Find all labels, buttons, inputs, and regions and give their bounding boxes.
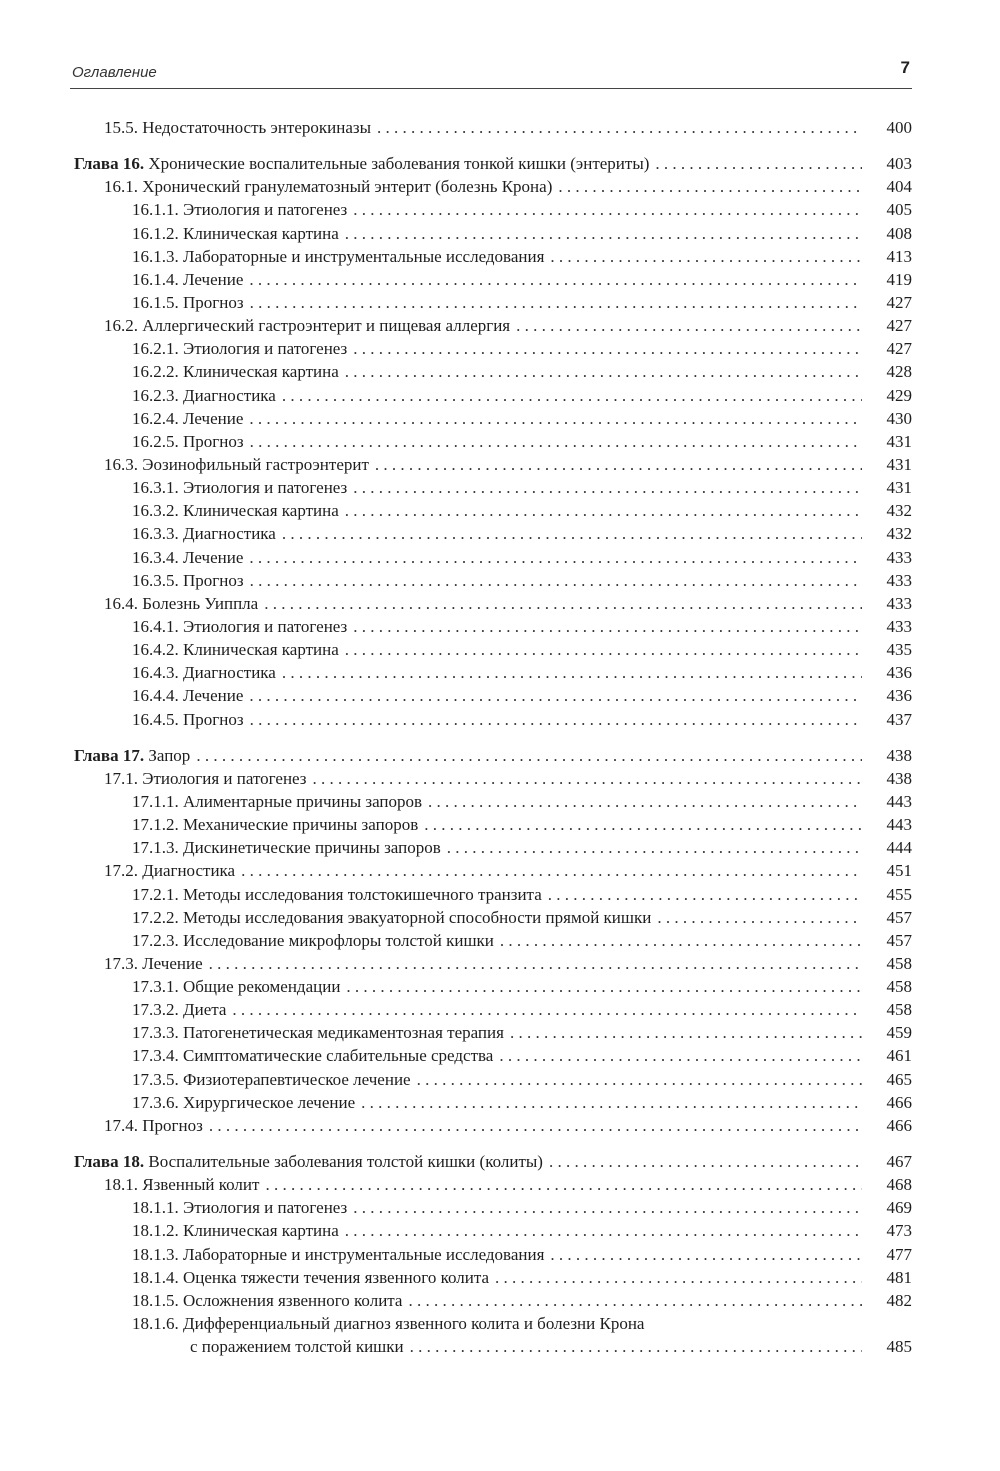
toc-entry-title: 16.2.4. Лечение [132,408,244,428]
dot-leader [516,314,862,337]
toc-entry-row [74,360,912,383]
toc-page-number: 400 [886,118,912,137]
toc-entry-row [74,1044,912,1067]
toc-page-number: 437 [886,709,912,729]
toc-page-number: 438 [886,768,912,788]
toc-entry-row [74,836,912,859]
toc-entry-title: 17.3.4. Симптоматические слабительные средства [132,1046,494,1066]
dot-leader [361,1091,862,1114]
toc-entry-title: 16.2.5. Прогноз [132,431,244,451]
toc-entry-title: Глава 18. Воспалительные заболевания толстой кишки (колиты) [74,1152,543,1172]
toc-entry-title: 17.3.6. Хирургическое лечение [132,1092,356,1112]
dot-leader [282,661,862,684]
dot-leader [549,1150,862,1173]
toc-entry-row [74,883,912,906]
toc-entry-row [74,1219,912,1242]
toc-entry-row [74,314,912,337]
toc-page-number: 413 [886,246,912,266]
dot-leader [353,337,862,360]
toc-entry-title: 17.2.2. Методы исследования эвакуаторной способности прямой кишки [132,907,652,927]
toc-page-number: 481 [886,1267,912,1287]
toc-entry-row [74,499,912,522]
header-page-number: 7 [900,58,910,77]
toc-page-number: 443 [886,791,912,811]
toc-entry-row [74,906,912,929]
dot-leader [196,744,862,767]
toc-entry-title: 16.3.5. Прогноз [132,570,244,590]
dot-leader [558,175,862,198]
toc-entry-title: 16.2.2. Клиническая картина [132,362,339,382]
toc-entry-title: 17.3.1. Общие рекомендации [132,977,341,997]
toc-entry-title: Глава 17. Запор [74,745,191,765]
toc-entry-row [74,592,912,615]
toc-entry-title-continued [132,1335,912,1358]
toc-page-number: 444 [886,838,912,858]
toc-page-number: 467 [886,1152,912,1172]
toc-page-number: 482 [886,1290,912,1310]
dot-leader [353,1196,862,1219]
toc-entry-title: 16.1.4. Лечение [132,269,244,289]
dot-leader [550,245,862,268]
toc-page-number: 436 [886,663,912,683]
toc-entry-title: 16.2.1. Этиология и патогенез [132,339,348,359]
toc-entry-row [74,337,912,360]
dot-leader [499,1044,862,1067]
toc-entry-row [74,268,912,291]
dot-leader [250,430,862,453]
toc-page-number: 451 [886,861,912,881]
toc-entry-row [74,430,912,453]
toc-page-number: 458 [886,953,912,973]
toc-page-number: 466 [886,1115,912,1135]
toc-entry-row [74,1068,912,1091]
toc-entry-title: 16.2.3. Диагностика [132,385,276,405]
toc-page-number: 404 [886,177,912,197]
toc-page-number: 433 [886,593,912,613]
toc-entry-row [74,116,912,139]
dot-leader [249,407,862,430]
dot-leader [510,1021,862,1044]
toc-entry-row [74,476,912,499]
dot-leader [550,1243,862,1266]
toc-page-number: 457 [886,930,912,950]
toc-page-number: 468 [886,1175,912,1195]
toc-entry-title: 18.1.3. Лабораторные и инструментальные исследования [132,1244,545,1264]
dot-leader [249,546,862,569]
dot-leader [282,384,862,407]
toc-page-number: 455 [886,884,912,904]
toc-entry-row [74,522,912,545]
dot-leader [264,592,862,615]
dot-leader [408,1289,862,1312]
toc-page-number: 459 [886,1023,912,1043]
toc-entry-row [74,790,912,813]
toc-entry-row [74,859,912,882]
toc-page-number: 457 [886,907,912,927]
toc-chapter-row [74,1150,912,1173]
toc-entry-row [74,222,912,245]
toc-page-number: 427 [886,316,912,336]
toc-entry-row [74,1196,912,1219]
toc-page-number: 432 [886,524,912,544]
toc-entry-row [74,813,912,836]
toc-entry-title: 16.1. Хронический гранулематозный энтерит (болезнь Крона) [104,177,553,197]
toc-chapter-number: Глава 18. [74,1152,145,1172]
toc-entry-row [74,1266,912,1289]
dot-leader [548,883,862,906]
dot-leader [345,222,862,245]
dot-leader [209,952,862,975]
dot-leader [447,836,862,859]
toc-entry-row [74,1114,912,1137]
toc-entry-title: Глава 16. Хронические воспалительные заболевания тонкой кишки (энтериты) [74,154,650,174]
toc-entry-row [74,407,912,430]
toc-entry-row [74,291,912,314]
toc-entry-title: 17.4. Прогноз [104,1115,203,1135]
toc-entry-title: 16.1.5. Прогноз [132,292,244,312]
toc-entry-title: 17.2.1. Методы исследования толстокишечного транзита [132,884,542,904]
toc-entry-row [74,708,912,731]
dot-leader [375,453,862,476]
toc-entry-title: 17.3.5. Физиотерапевтическое лечение [132,1069,411,1089]
toc-chapter-row [74,744,912,767]
dot-leader [282,522,862,545]
toc-entry-row [74,1021,912,1044]
toc-chapter-number: Глава 16. [74,154,145,174]
toc-entry-title: 17.3.2. Диета [132,1000,227,1020]
toc-chapter-row [74,152,912,175]
toc-entry-title: 16.1.3. Лабораторные и инструментальные исследования [132,246,545,266]
dot-leader [250,291,862,314]
dot-leader [657,906,862,929]
dot-leader [353,198,862,221]
toc-page-number: 408 [886,223,912,243]
dot-leader [345,1219,862,1242]
toc-entry-row [74,661,912,684]
toc-page-number: 435 [886,640,912,660]
dot-leader [345,499,862,522]
dot-leader [428,790,862,813]
dot-leader [417,1068,862,1091]
toc-page-number: 405 [886,200,912,220]
toc-page-number: 433 [886,547,912,567]
toc-entry-title: 18.1.2. Клиническая картина [132,1221,339,1241]
toc-page-number: 438 [886,745,912,765]
toc-entry-row [74,569,912,592]
toc-entry-title: 17.1.2. Механические причины запоров [132,815,419,835]
toc-entry-title: 16.3.3. Диагностика [132,524,276,544]
toc-page-number: 461 [886,1046,912,1066]
toc-entry-row [74,1091,912,1114]
toc-entry-title: 17.1.3. Дискинетические причины запоров [132,838,441,858]
toc-page-number: 465 [886,1069,912,1089]
toc-entry-row [74,684,912,707]
toc-entry-title: 18.1. Язвенный колит [104,1175,260,1195]
toc-entry-row [74,384,912,407]
toc-entry-title: 16.4.3. Диагностика [132,663,276,683]
toc-page-number: 430 [886,408,912,428]
toc-entry-title: 16.2. Аллергический гастроэнтерит и пищевая аллергия [104,316,511,336]
toc-entry-title: 16.3.2. Клиническая картина [132,501,339,521]
toc-entry-row [74,546,912,569]
toc-entry-title: 18.1.6. Дифференциальный диагноз язвенного колита и болезни Крона [132,1314,645,1334]
toc-entry-title: 16.3. Эозинофильный гастроэнтерит [104,454,369,474]
toc-entry-title: 16.4. Болезнь Уиппла [104,593,259,613]
toc-page-number: 429 [886,385,912,405]
toc-entry-row [74,1243,912,1266]
toc-page-number: 431 [886,431,912,451]
toc-entry-title: 16.1.2. Клиническая картина [132,223,339,243]
toc-entry-title: 17.3. Лечение [104,953,203,973]
dot-leader [655,152,862,175]
toc-page-number: 477 [886,1244,912,1264]
toc-entry-title: 16.4.1. Этиология и патогенез [132,616,348,636]
dot-leader [377,116,862,139]
table-of-contents [74,116,912,1358]
dot-leader [345,360,862,383]
toc-chapter-number: Глава 17. [74,745,145,765]
toc-entry-title: 18.1.1. Этиология и патогенез [132,1198,348,1218]
dot-leader [250,708,862,731]
toc-entry-title: 16.3.4. Лечение [132,547,244,567]
toc-entry-title: 16.4.2. Клиническая картина [132,640,339,660]
dot-leader [495,1266,862,1289]
toc-entry-title: 18.1.4. Оценка тяжести течения язвенного колита [132,1267,489,1287]
dot-leader [410,1335,862,1358]
dot-leader [353,615,862,638]
toc-page-number: 436 [886,686,912,706]
dot-leader [346,975,862,998]
toc-entry-title: 17.1. Этиология и патогенез [104,768,307,788]
toc-page-number: 458 [886,977,912,997]
toc-page-number: 443 [886,815,912,835]
toc-page-number: 427 [886,339,912,359]
toc-page-number: 458 [886,1000,912,1020]
toc-page-number: 433 [886,616,912,636]
toc-page-number: 469 [886,1198,912,1218]
toc-entry-row [74,975,912,998]
toc-entry-title: 16.4.5. Прогноз [132,709,244,729]
toc-entry-title: 17.1.1. Алиментарные причины запоров [132,791,423,811]
dot-leader [249,268,862,291]
toc-page-number: 428 [886,362,912,382]
dot-leader [249,684,862,707]
toc-page-number: 419 [886,269,912,289]
toc-entry-row [74,767,912,790]
toc-entry-row [74,245,912,268]
toc-entry-row [74,929,912,952]
toc-entry-title: 15.5. Недостаточность энтерокиназы [104,118,372,137]
toc-entry-row [74,952,912,975]
toc-entry-row [74,615,912,638]
dot-leader [353,476,862,499]
toc-page-number: 473 [886,1221,912,1241]
toc-entry-row [74,453,912,476]
toc-entry-row-multiline [74,1312,912,1358]
toc-page-number: 403 [886,154,912,174]
dot-leader [345,638,862,661]
toc-page-number: 431 [886,478,912,498]
toc-page-number: 431 [886,454,912,474]
toc-page-number: 433 [886,570,912,590]
dot-leader [209,1114,862,1137]
dot-leader [313,767,862,790]
toc-entry-title: 17.2. Диагностика [104,861,236,881]
toc-entry-title: 17.2.3. Исследование микрофлоры толстой кишки [132,930,494,950]
toc-page-number: 466 [886,1092,912,1112]
dot-leader [241,859,862,882]
toc-entry-title: 16.4.4. Лечение [132,686,244,706]
header-section-title: Оглавление [72,64,157,81]
toc-entry-row [74,638,912,661]
toc-page-number: 485 [886,1337,912,1357]
dot-leader [424,813,862,836]
running-header [70,58,912,89]
toc-entry-title: 17.3.3. Патогенетическая медикаментозная терапия [132,1023,504,1043]
dot-leader [265,1173,862,1196]
toc-entry-row [74,1173,912,1196]
toc-entry-row [74,998,912,1021]
toc-entry-row [74,1289,912,1312]
toc-entry-title: 16.1.1. Этиология и патогенез [132,200,348,220]
toc-entry-title-line2: с поражением толстой кишки [190,1337,404,1357]
toc-page-number: 432 [886,501,912,521]
toc-page-number: 427 [886,292,912,312]
toc-entry-row [74,198,912,221]
toc-entry-title: 18.1.5. Осложнения язвенного колита [132,1290,403,1310]
toc-entry-row [74,175,912,198]
dot-leader [500,929,862,952]
dot-leader [250,569,862,592]
toc-entry-title: 16.3.1. Этиология и патогенез [132,478,348,498]
dot-leader [232,998,862,1021]
